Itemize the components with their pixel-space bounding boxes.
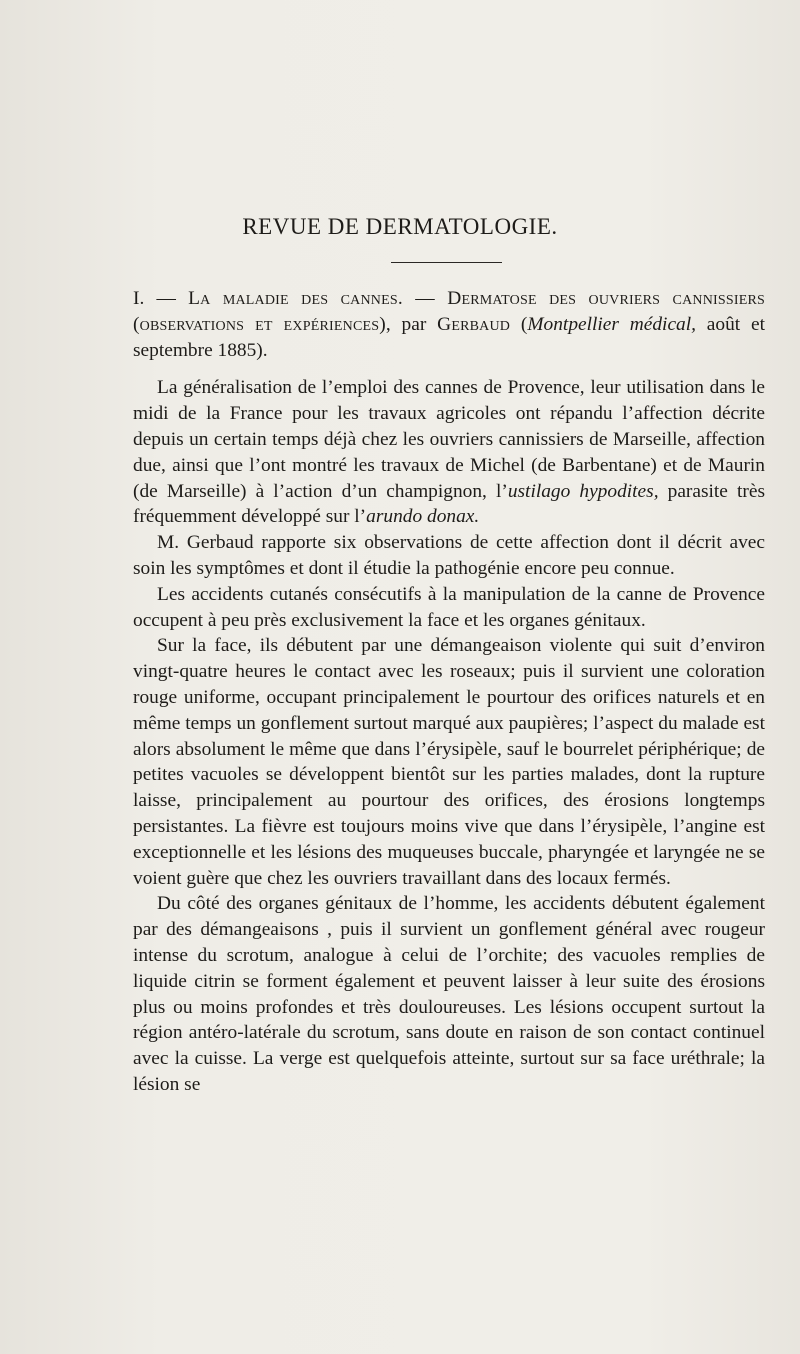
article-journal: Montpellier médical, <box>527 313 696 335</box>
paragraph-1-species: ustilago hypodites, <box>507 480 659 502</box>
article-title: La maladie des cannes. — Dermatose des ouvriers cannissiers (observations et expériences) <box>133 288 765 335</box>
paragraph-5: Du côté des organes génitaux de l’homme, les accidents débutent également par des démangeaisons , puis il survient un gonflement général avec rougeur intense du scrotum, analogue à celui de l’orchite; des vacuoles remplies de liquide citrin se forment également et peuvent laisser à leur suite des érosions plus ou moins profondes et très douloureuses. Les lésions occupent surtout la région antéro-latérale du scrotum, sans doute en raison de son contact continuel avec la cuisse. La verge est quelquefois atteinte, surtout sur sa face uréthrale; la lésion se <box>133 893 765 1095</box>
paragraph-1-text-b: parasite très fréquemment développé sur l’ <box>133 480 765 528</box>
article-number: I. — <box>133 288 189 309</box>
paragraph-1 <box>133 375 765 530</box>
article-open-paren: ( <box>510 313 528 335</box>
article-author: Gerbaud <box>437 313 511 335</box>
paragraph-3: Les accidents cutanés consécutifs à la manipulation de la canne de Provence occupent à peu près exclusivement la face et les organes génitaux. <box>133 583 765 631</box>
paragraph-2: M. Gerbaud rapporte six observations de cette affection dont il décrit avec soin les symptômes et dont il étudie la pathogénie encore peu connue. <box>133 532 765 579</box>
article-heading <box>133 286 765 363</box>
article-date: août et septembre 1885). <box>133 313 765 361</box>
paragraph-1-plant: arundo donax. <box>366 506 480 528</box>
paragraph-1-text-a: La généralisation de l’emploi des cannes de Provence, leur utilisation dans le midi de la France pour les travaux agricoles ont répandu l’affection décrite depuis un certain temps déjà chez les ouvriers cannissiers de Marseille, affection due, ainsi que l’ont montré les travaux de Michel (de Barbentane) et de Maurin (de Marseille) à l’action d’un champignon, l’ <box>133 377 765 502</box>
article-by: , par <box>385 313 438 335</box>
article-body <box>133 286 765 1098</box>
title-rule <box>391 262 502 263</box>
running-title: REVUE DE DERMATOLOGIE. <box>242 214 558 239</box>
paragraph-4: Sur la face, ils débutent par une démangeaison violente qui suit d’environ vingt-quatre heures le contact avec les roseaux; puis il survient une coloration rouge uniforme, occupant principalement le pourtour des orifices naturels et en même temps un gonflement surtout marqué aux paupières; l’aspect du malade est alors absolument le même que dans l’érysipèle, sauf le bourrelet périphérique; de petites vacuoles se développent bientôt sur les parties malades, dont la rupture laisse, principalement au pourtour des orifices, des érosions longtemps persistantes. La fièvre est toujours moins vive que dans l’érysipèle, l’angine est exceptionnelle et les lésions des muqueuses buccale, pharyngée et laryngée ne se voient guère que chez les ouvriers travaillant dans des locaux fermés. <box>133 635 765 889</box>
